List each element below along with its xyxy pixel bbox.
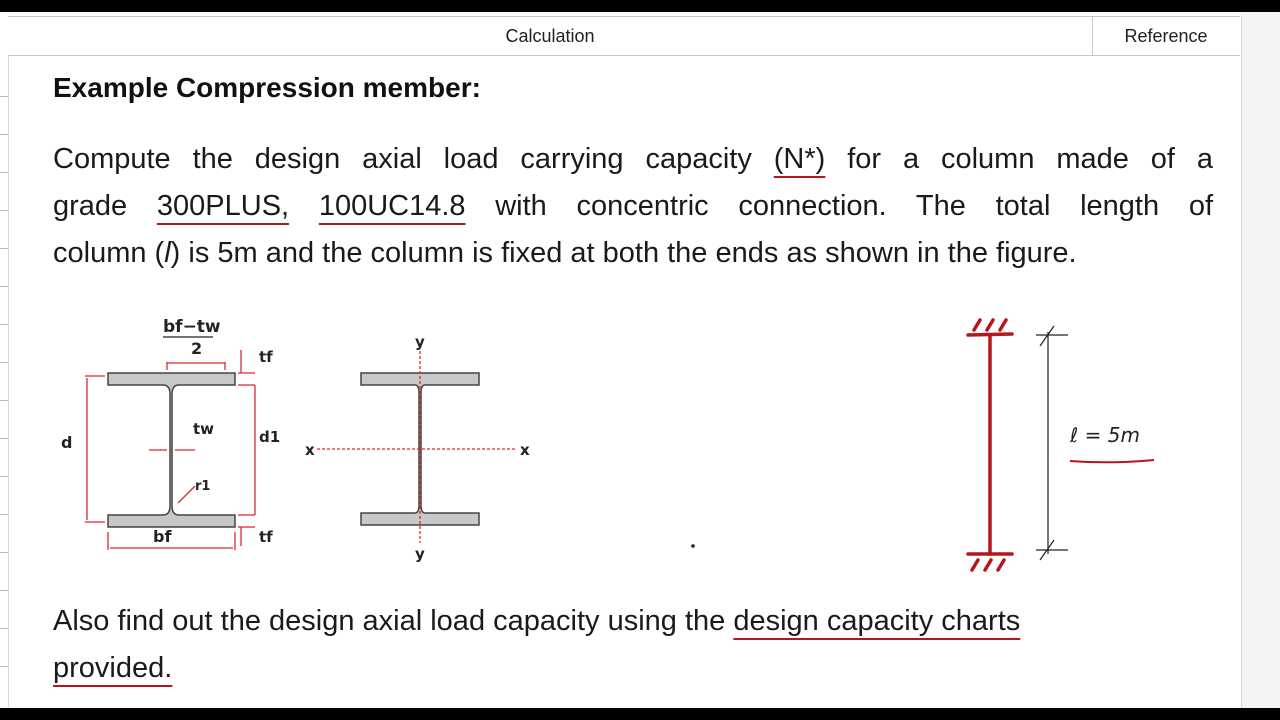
half-denominator-label: 2 [191,339,203,358]
n-star-underlined: (N*) [773,143,826,175]
text-run [289,190,319,222]
text-run: Also find out the design axial load capacity using the [53,605,734,637]
reference-header: Reference [1124,26,1208,46]
provided-underlined: provided. [53,652,173,684]
right-margin [1240,12,1280,708]
problem-line-1 [53,136,1213,183]
bf-label: bf [153,527,172,546]
row-tick-marks [0,54,10,704]
text-run: ) is 5m and the column is fixed at both the ends as shown in the figure. [170,237,1077,269]
problem-line-2 [53,183,1213,230]
depth-label: d [61,433,73,452]
design-capacity-charts-underlined: design capacity charts [733,605,1021,637]
tf-bottom-label: tf [259,528,273,546]
i-section-shape [108,373,235,527]
x-axis-right-label: x [520,441,530,459]
tf-top-label: tf [259,348,273,366]
followup-line-2 [53,645,1213,692]
y-axis-top-label: y [415,333,425,351]
column-header-row [8,16,1240,56]
problem-line-3 [53,230,1213,277]
text-run: with concentric connection. The total length of [465,190,1214,222]
followup-statement [53,598,1213,692]
stray-dot [690,543,696,549]
tw-label: tw [193,420,215,438]
top-letterbox [0,0,1280,12]
text-run: for a column made of a [825,143,1214,175]
y-axis-bottom-label: y [415,545,425,563]
bf-minus-tw-label: bf−tw [163,317,221,337]
calculation-header: Calculation [8,17,1093,55]
followup-line-1 [53,598,1213,645]
x-axis-left-label: x [305,441,315,459]
bottom-letterbox [0,708,1280,720]
d1-label: d1 [259,428,281,446]
r1-label: r1 [195,479,211,494]
fixed-column-sketch [950,310,1170,580]
text-run: Compute the design axial load carrying capacity [53,143,774,175]
grade-underlined: 300PLUS, [156,190,290,222]
column-length-label: ℓ = 5m [1070,423,1140,447]
text-run: grade [53,190,157,222]
example-title: Example Compression member: [53,72,481,103]
length-symbol: l [164,237,171,269]
problem-statement [53,136,1213,277]
section-underlined: 100UC14.8 [318,190,466,222]
i-section-axes-figure [295,315,555,575]
text-run: column ( [53,237,165,269]
